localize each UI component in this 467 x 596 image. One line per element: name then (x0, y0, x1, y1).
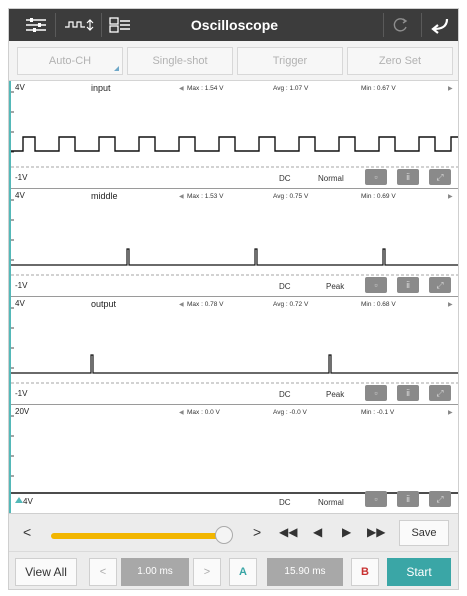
channel-settings-button[interactable] (365, 169, 387, 185)
channel-expand-button[interactable] (429, 277, 451, 293)
max-readout: Max : 0.0 V (187, 409, 220, 416)
footer-bar (9, 551, 459, 590)
time-div-value: 1.00 ms (121, 558, 189, 586)
output-pulse-wave (11, 355, 458, 373)
coupling-label: DC (279, 498, 291, 507)
mode-label: Normal (318, 498, 344, 507)
slider-next-button[interactable]: > (253, 524, 262, 540)
right-caret-icon: ▶ (448, 86, 453, 92)
rewind-button[interactable]: ◀◀ (279, 525, 298, 539)
channel-name: output (91, 299, 117, 309)
max-readout: Max : 0.78 V (187, 301, 224, 308)
bottom-voltage-label: -1V (15, 281, 28, 290)
coupling-label: DC (279, 390, 291, 399)
expand-icon: ⤢ (436, 172, 444, 182)
right-caret-icon: ▶ (448, 194, 453, 200)
info-icon: ⅱ (405, 280, 411, 290)
back-arrow-icon[interactable] (427, 15, 453, 35)
coupling-label: DC (279, 174, 291, 183)
expand-icon: ⤢ (436, 388, 444, 398)
mode-label: Normal (318, 174, 344, 183)
channel-info-button[interactable] (397, 385, 419, 401)
single-shot-button[interactable]: Single-shot (127, 47, 233, 75)
avg-readout: Avg : 1.07 V (273, 85, 309, 92)
waveform-plot-2 (11, 189, 458, 297)
channel-name: middle (91, 191, 118, 201)
corner-triangle-icon (114, 66, 119, 71)
auto-ch-button[interactable] (17, 47, 123, 75)
slider-prev-button[interactable]: < (23, 524, 32, 540)
zero-set-button[interactable]: Zero Set (347, 47, 453, 75)
page-title: Oscilloscope (190, 17, 279, 33)
channel-settings-button[interactable] (365, 277, 387, 293)
bottom-voltage-label: -1V (15, 389, 28, 398)
channel-expand-button[interactable] (429, 385, 451, 401)
title-separator (383, 13, 384, 37)
time-slider[interactable] (51, 533, 225, 539)
settings-icon: ▫ (374, 494, 378, 504)
channel-panel-4 (11, 405, 458, 513)
trigger-marker-icon (15, 497, 23, 503)
waveform-plot-3 (11, 297, 458, 405)
bottom-voltage-label: 4V (23, 497, 33, 506)
title-bar (9, 9, 459, 41)
channel-expand-button[interactable] (429, 491, 451, 507)
min-readout: Min : 0.67 V (361, 85, 396, 92)
right-caret-icon: ▶ (448, 302, 453, 308)
oscilloscope-app (8, 8, 459, 590)
avg-readout: Avg : 0.72 V (273, 301, 309, 308)
bottom-voltage-label: -1V (15, 173, 28, 182)
channel-expand-button[interactable] (429, 169, 451, 185)
cursor-a-button[interactable]: A (229, 558, 257, 586)
save-button[interactable]: Save (399, 520, 449, 546)
top-voltage-label: 4V (15, 191, 25, 200)
top-voltage-label: 4V (15, 83, 25, 92)
channel-name: input (91, 83, 111, 93)
cursor-b-button[interactable]: B (351, 558, 379, 586)
time-prev-button[interactable]: < (89, 558, 117, 586)
right-caret-icon: ▶ (448, 410, 453, 416)
channel-settings-button[interactable] (365, 491, 387, 507)
channel-info-button[interactable] (397, 169, 419, 185)
settings-icon: ▫ (374, 388, 378, 398)
refresh-icon[interactable] (387, 15, 413, 35)
left-caret-icon: ◀ (179, 410, 184, 416)
start-button[interactable]: Start (387, 558, 451, 586)
slider-handle[interactable] (215, 526, 233, 544)
top-voltage-label: 4V (15, 299, 25, 308)
view-all-button[interactable]: View All (15, 558, 77, 586)
playback-bar (9, 513, 459, 551)
input-square-wave (11, 137, 458, 151)
channel-info-button[interactable] (397, 491, 419, 507)
fast-forward-button[interactable]: ▶▶ (367, 525, 386, 539)
min-readout: Min : 0.69 V (361, 193, 396, 200)
channel-panel-2 (11, 189, 458, 297)
min-readout: Min : -0.1 V (361, 409, 395, 416)
info-icon: ⅱ (405, 494, 411, 504)
waveform-plot-4 (11, 405, 458, 513)
step-forward-button[interactable]: ▶ (342, 525, 352, 539)
title-separator (421, 13, 422, 37)
expand-icon: ⤢ (436, 494, 444, 504)
left-caret-icon: ◀ (179, 302, 184, 308)
time-next-button[interactable]: > (193, 558, 221, 586)
avg-readout: Avg : 0.75 V (273, 193, 309, 200)
top-voltage-label: 20V (15, 407, 30, 416)
cursor-delta-value: 15.90 ms (267, 558, 343, 586)
min-readout: Min : 0.68 V (361, 301, 396, 308)
left-caret-icon: ◀ (179, 86, 184, 92)
settings-icon: ▫ (374, 280, 378, 290)
auto-ch-label: Auto-CH (48, 55, 92, 67)
channel-panel-3 (11, 297, 458, 405)
expand-icon: ⤢ (436, 280, 444, 290)
right-marker-bar (458, 81, 459, 513)
channel-settings-button[interactable] (365, 385, 387, 401)
coupling-label: DC (279, 282, 291, 291)
mode-label: Peak (326, 390, 345, 399)
settings-icon: ▫ (374, 172, 378, 182)
left-caret-icon: ◀ (179, 194, 184, 200)
channel-info-button[interactable] (397, 277, 419, 293)
waveform-plot-1 (11, 81, 458, 189)
max-readout: Max : 1.54 V (187, 85, 224, 92)
info-icon: ⅱ (405, 172, 411, 182)
channel-panel-1 (11, 81, 458, 189)
control-bar (9, 41, 459, 81)
info-icon: ⅱ (405, 388, 411, 398)
middle-pulse-wave (11, 249, 458, 265)
max-readout: Max : 1.53 V (187, 193, 224, 200)
avg-readout: Avg : -0.0 V (273, 409, 307, 416)
step-back-button[interactable]: ◀ (313, 525, 323, 539)
mode-label: Peak (326, 282, 345, 291)
trigger-button[interactable]: Trigger (237, 47, 343, 75)
